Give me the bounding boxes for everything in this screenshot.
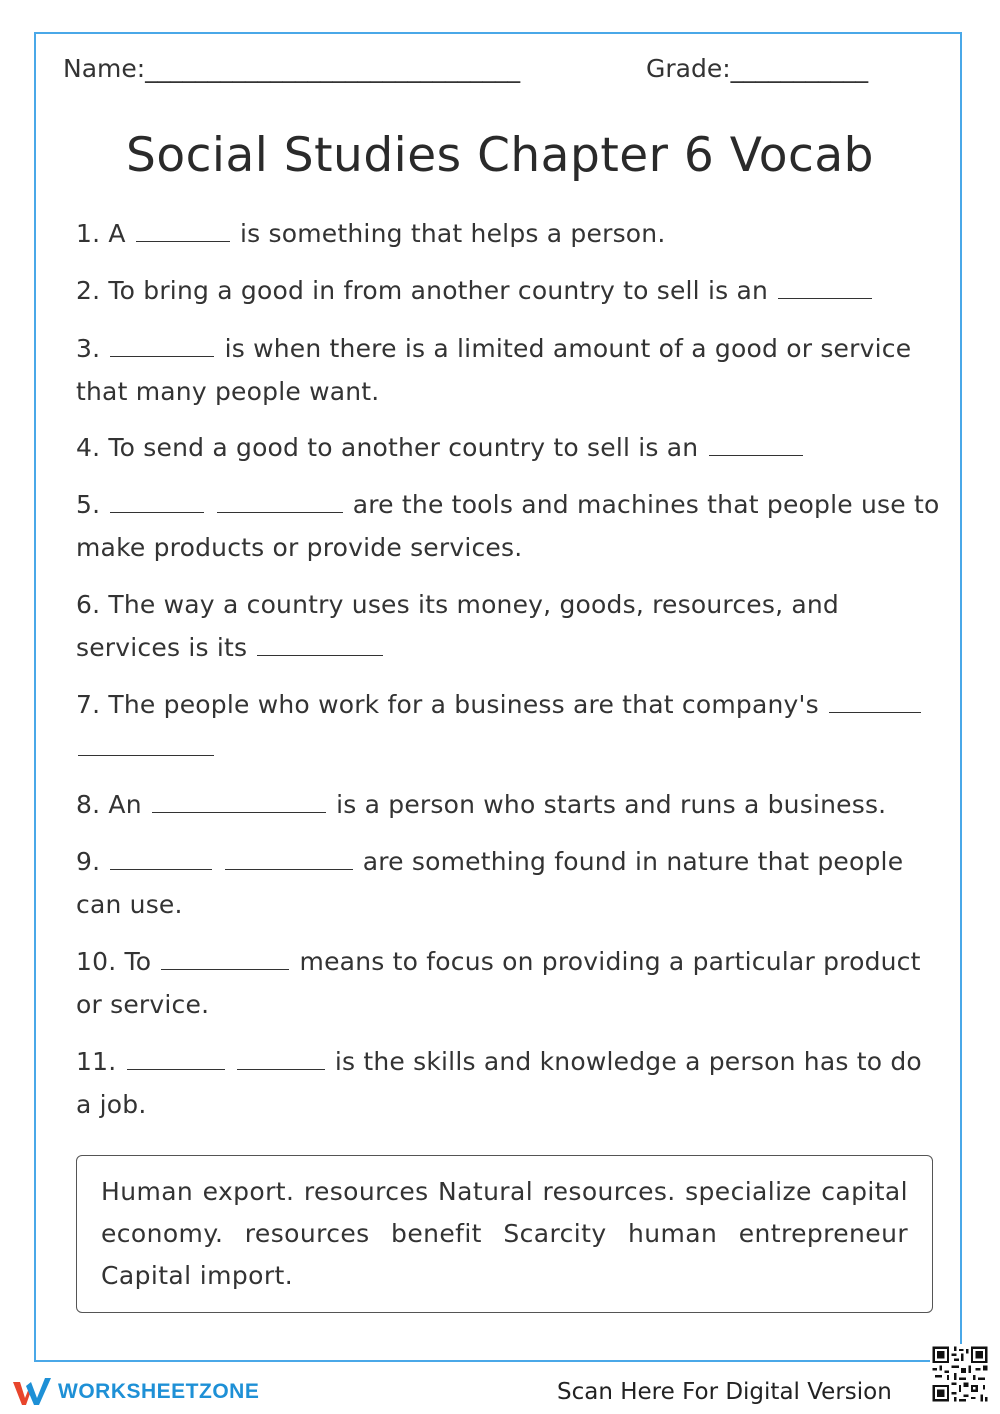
brand-name: WORKSHEETZONE [58,1380,260,1403]
answer-blank [110,332,214,357]
answer-blank [110,845,212,870]
answer-blank [778,274,872,299]
question-1: 1. A is something that helps a person. [76,219,666,248]
answer-blank [161,945,289,970]
answer-blank [217,488,343,513]
question-8: 8. An is a person who starts and runs a business. [76,790,887,819]
question-11: 11. is the skills and knowledge a person has to do a job. [76,1047,922,1119]
grade-field: Grade:___________ [646,54,869,83]
worksheet-title: Social Studies Chapter 6 Vocab [126,128,874,183]
question-2: 2. To bring a good in from another country to sell is an [76,269,942,312]
answer-blank [237,1045,325,1070]
answer-blank [225,845,353,870]
answer-blank [127,1045,225,1070]
answer-blank [257,631,383,656]
word-bank [76,1155,933,1313]
question-9: 9. are something found in nature that people can use. [76,847,904,919]
question-10: 10. To means to focus on providing a particular product or service. [76,947,921,1019]
question-4: 4. To send a good to another country to sell is an [76,426,942,469]
answer-blank [152,788,326,813]
answer-blank [136,217,230,242]
worksheetzone-w-logo-icon [12,1376,52,1408]
name-field: Name:______________________________ [63,54,521,83]
question-7: 7. The people who work for a business are that company's [76,683,942,769]
question-6: 6. The way a country uses its money, goods, resources, and services is its [76,590,840,662]
word-bank-text: Human export. resources Natural resources. specialize capital economy. resources benefit Scarcity human entrepreneur Capital import. [101,1177,908,1290]
qr-code-icon[interactable] [930,1344,990,1404]
worksheetzone-logo [12,1374,259,1410]
answer-blank [78,731,214,756]
question-5: 5. are the tools and machines that people use to make products or provide services. [76,490,940,562]
answer-blank [709,431,803,456]
scan-caption: Scan Here For Digital Version [557,1379,892,1405]
answer-blank [829,688,921,713]
question-3: 3. is when there is a limited amount of a good or service that many people want. [76,334,912,406]
header-line [63,54,869,83]
answer-blank [110,488,204,513]
